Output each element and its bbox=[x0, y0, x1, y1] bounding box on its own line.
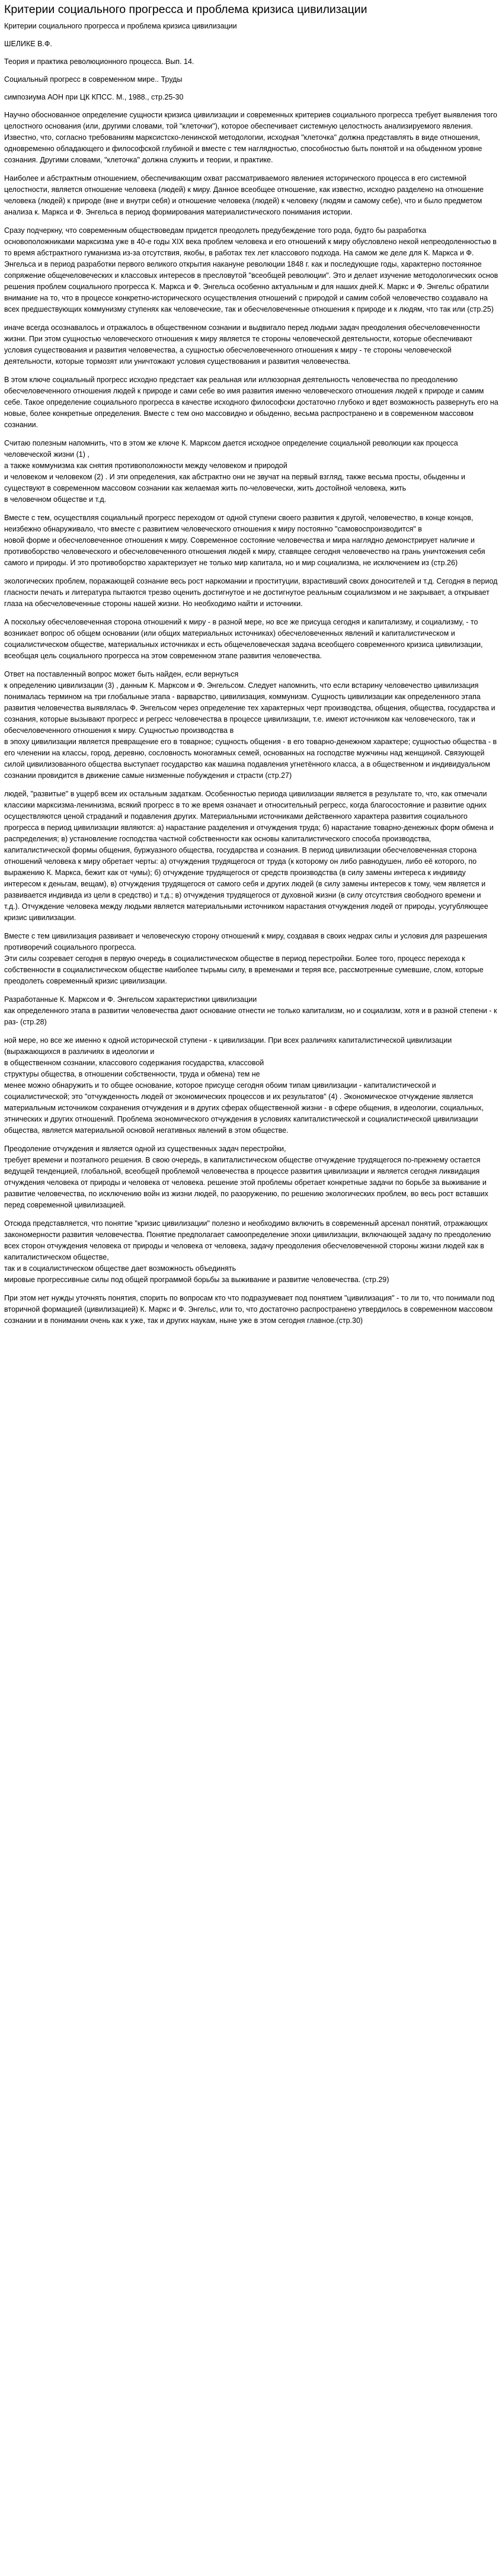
body-paragraph: В этом ключе социальный прогресс исходно предстает как реальная или иллюзорная деятельность человечества по преодолению обесчеловеченного отношения людей к природе и сами себе во имя развития именно человеческого отношения людей к природе и самим себе. Такое определение социального прогресса в качестве исходного философски достаточно глубоко и вдет возможность развернуть его на новые, более конкретные определения. Вместе с тем оно массовидно и обыденно, весьма распространено и в современном массовом сознании. bbox=[4, 376, 498, 429]
meta-series: Теория и практика революционного процесса. Вып. 14. bbox=[4, 57, 194, 66]
body-paragraph: При этом нет нужды уточнять понятия, спорить по вопросам кто что подразумевает под понятием "цивилизация" - то ли то, что понимали под вторичной формацией (цивилизацией) К. Маркс и Ф. Энгельс, или то, что достаточно распространено утвердилось в современном массовом сознании и в понимании очень как к уже, так и других наукам, ныне уже в этом сегодня главное.(стр.30) bbox=[4, 1294, 494, 1325]
body-paragraph: людей, "развитые" в ущерб всем их остальным задаткам. Особенностью периода цивилизации является в результате то, что, как отмечали классики марксизма-ленинизма, всякий прогресс в то же время означает и относительный регресс, когда благосостояние и развитие одних осуществляются ценой страданий и подавления других. Материальными источниками действенного характера развития социального прогресса в период цивилизации являются: а) нарастание разделения и отчуждения труда; б) нарастание товарно-денежных форм обмена и распределения; в) установление господства частной собственности как основы капиталистического способа производства, капиталистической формы общения, буржуазного общества, государства и сознания. В период цивилизации обесчеловеченная сторона отношений человека к миру обретает черты: а) отчуждения трудящегося от труда (к которому он либо равнодушен, либо её которого, по выражению К. Маркса, бежит как от чумы); б) отчуждение трудящегося от средств производства (в силу замены интереса к индивиду интересом к деньгам, вещам), в) отчуждения трудящегося от самого себя и других людей (в силу замены интересов к тому, чем является и развивается индивида из цели в средство) и т.д.; в) отчуждения трудящегося от духовной жизни (в силу отсутствия свободного времени и т.д.). Отчуждение человека между людьми является материальными источником нарастания отчуждения людей от природы, усугубляющее кризис цивилизации. bbox=[4, 790, 494, 922]
body-paragraph: иначе всегда осознавалось и отражалось в общественном сознании и выдвигало перед людьми задач преодоления обесчеловеченности жизни. При этом сущностью человеческого отношения к миру является те стороны человеческой деятельности, которые обеспечивают условия существования и развития человечества, а сущностью обесчеловеченного отношения к миру - те стороны человеческой деятельности, которые тормозят или уничтожают условия существования и развития человечества. bbox=[4, 323, 480, 366]
document-meta bbox=[4, 21, 498, 103]
body-paragraph: Отсюда представляется, что понятие "кризис цивилизации" полезно и необходимо включить в современный арсенал понятий, отражающих закономерности развития человечества. Понятие предполагает самоопределение эпохи цивилизации, включающей задачу по преодолению всех сторон отчуждения человека от природы и человека от человека, задачу преодоления обесчеловеченной стороны жизни людей как в капиталистическом обществе, так и в социалистическом обществе дает возможность объединять мировые прогрессивные силы под общей программой борьбы за выживание и развитие человечества. (стр.29) bbox=[4, 1219, 491, 1284]
page-title: Критерии социального прогресса и проблема кризиса цивилизации bbox=[4, 3, 367, 16]
document-body bbox=[4, 110, 498, 1327]
body-paragraph: Разработанные К. Марксом и Ф. Энгельсом характеристики цивилизации как определенного этапа в развитии человечества дают основание отнести не только капитализм, но и социализм, хотя и в разной степени - к раз- (стр.28) bbox=[4, 995, 497, 1026]
meta-source: симпозиума АОН при ЦК КПСС. М., 1988., стр.25-30 bbox=[4, 93, 184, 101]
body-paragraph: Считаю полезным напомнить, что в этом же ключе К. Марксом дается исходное определение социальной революции как процесса человеческой жизни (1) , а также коммунизма как снятия противоположности между человеком и природой и человеком и человеком (2) . И эти определения, как абстрактно они не звучат на первый взгляд, также весьма просты, обыденны и существуют в современном массовом сознании как желаемая жить по-человечески, жить достойной человека, жить в человечном обществе и т.д. bbox=[4, 439, 466, 504]
body-paragraph: экологических проблем, поражающей сознание весь рост наркомании и проституции, взрастивший своих доносителей и т.д. Сегодня в период гласности печать и литература пытаются трезво оценить достигнутое и не достигнутое реальным социализмом и не закрывает, а открывает глаза на обесчеловеченные стороны нашей жизни. Но необходимо найти и источники. bbox=[4, 577, 498, 608]
body-paragraph: Ответ на поставленный вопрос может быть найден, если вернуться к определению цивилизации (3) , данным К. Марксом и Ф. Энгельсом. Следует напомнить, что если встарину человечество цивилизация понималась термином на три глобальные этапа - варварство, цивилизация, коммунизм. Сущность цивилизации как определенного этапа развития человечества выявлялась Ф. Энгельсом через определение тех характерных черт производства, общения, общества, государства и сознания, которые вызывают прогресс и регресс человечества в процессе цивилизации, т.е. имеют источником как человеческого, так и обесчеловеченного отношения к миру. Сущностью производства в в эпоху цивилизации является превращение его в товарное; сущность общения - в его товарно-денежном характере; сущностью общества - в его членении на классы, город, деревню, сословность моногамных семей, основанных на господстве мужчины над женщиной. Связующей силой цивилизованного общества выступает государство как машина подавления угнетённого класса, а в общественном и индивидуальном сознании провидится в движение самые низменные побуждения и страсти (стр.27) bbox=[4, 670, 497, 780]
body-paragraph: Научно обоснованное определение сущности кризиса цивилизации и современных критериев социального прогресса требует выявления того целостного основания (или, другими словами, той "клеточки"), которое обеспечивает системную целостность анализируемого явления. Известно, что, согласно требованиям марксистско-ленинской методологии, исходная "клеточка" должна представлять в виде отношения, одновременно обладающего и философской глубиной и вместе с тем наглядностью, способностью быть понятой и на обыденном уровне сознания. Другими словами, "клеточка" должна служить и теории, и практике. bbox=[4, 111, 497, 164]
meta-subtitle: Критерии социального прогресса и проблема кризиса цивилизации bbox=[4, 22, 237, 30]
body-paragraph: А поскольку обесчеловеченная сторона отношений к миру - в разной мере, но все же присуща сегодня и капитализму, и социализму, - то возникает вопрос об общем основании (или общих материальных источниках) обесчеловеченных явлений и капиталистическом и социалистическом обществе, материальных источниках и есть общечеловеческая задача всеобщего современного кризиса цивилизации, всеобщая цель социального прогресса на этом современном этапе развития человечества. bbox=[4, 618, 483, 660]
body-paragraph: ной мере, но все же именно к одной исторической ступени - к цивилизации. При всех различиях капиталистической цивилизации (выражающихся в различиях в идеологии и в общественном сознании, классового содержания государства, классовой структуры общества, в отношении собственности, труда и обмена) тем не менее можно обнаружить и то общее основание, которое присуще сегодня обоим типам цивилизации - капиталистической и социалистической; это "отчужденность людей от экономических процессов и их результатов" (4) . Экономическое отчуждение является материальным источником сохранения отчуждения и в других сферах общественной жизни - в сфере общения, в идеологии, социальных, этнических и других отношений. Проблема экономического отчуждения в условиях капиталистической и социалистической цивилизации общества, является материальной основой негативных явлений в этом обществе. bbox=[4, 1036, 484, 1135]
body-paragraph: Сразу подчеркну, что современным обществоведам придется преодолеть предубеждение того рода, будто бы разработка основоположниками марксизма уже в 40-е годы XIX века проблем человека и его отношений к миру обусловлено некой непреодоленностью в то время абстрактного гуманизма из-за отсутствия, якобы, в работах тех лет классового подхода. На самом же деле для К. Маркса и Ф. Энгельса и в период разработки первого великого открытия накануне революции 1848 г. как и последующие годы, характерно постоянное сопряжение общечеловеческих и классовых интересов в пресловутой "всеобщей революции". Это и делает изучение методологических основ решения проблем социального прогресса К. Маркса и Ф. Энгельса особенно актуальным и для наших дней.К. Маркс и Ф. Энгельс обратили внимание на то, что в процессе конкретно-исторического осуществления отношений с природой и самим собой человечество создавало на всех предшествующих коммунизму ступенях как человеческие, так и обесчеловеченные отношения к природе и к людям, что так или (стр.25) bbox=[4, 226, 498, 313]
body-paragraph: Вместе с тем цивилизация развивает и человеческую сторону отношений к миру, создавая в своих недрах силы и условия для разрешения противоречий социального прогресса. Эти силы созревает сегодня в первую очередь в социалистическом обществе в период перестройки. Более того, процесс перехода к собственности в социалистическом обществе наиболее тырьмы силу, в временами и теряя все, рассмотренные сумевшие, слом, которые преодолеть современный кризис цивилизации. bbox=[4, 932, 487, 985]
body-paragraph: Вместе с тем, осуществляя социальный прогресс переходом от одной ступени своего развития к другой, человечество, в конце концов, неизбежно обнаруживало, что вместе с развитием человеческого отношения к миру постоянно "самовоспроизводится" в новой форме и обесчеловеченное отношения к миру. Современное состояние человечества и мира наглядно демонстрирует наличие и противоборство человеческого и обесчеловеченного отношения людей к миру, ставящее сегодня человечество на грань уничтожения себя самого и природы. И это противоборство характеризует не только мир капитала, но и мир социализма, не исключением из (стр.26) bbox=[4, 514, 485, 567]
body-paragraph: Наиболее и абстрактным отношением, обеспечивающим охват рассматриваемого явлениея исторического процесса в его системной целостности, является отношение человека (людей) к миру. Данное всеобщее отношение, как известно, исходно разделено на отношение человека (людей) к природе (вне и внутри себя) и отношение человека (людей) к человеку (людям и самому себе), что и было предметом анализа к. Маркса и Ф. Энгельса в период формирования материалистического понимания истории. bbox=[4, 174, 484, 216]
meta-collection: Социальный прогресс в современном мире.. Труды bbox=[4, 75, 183, 84]
body-paragraph: Преодоление отчуждения и является одной из существенных задач перестройки, требует времени и поэтапного решения. В свою очередь, в капиталистическом обществе отчуждение трудящегося по-прежнему остается ведущей тенденцией, глобальной, всеобщей проблемой человечества в процессе развития цивилизации и является сегодня ликвидация отчуждения человека от природы и человека от человека. решение этой проблемы обретает конкретные задачи по борьбе за выживание и развитие человечества, по исключению войн из жизни людей, по разоружению, по решению экологических проблем, во весь рост вставших перед современной цивилизацией. bbox=[4, 1145, 488, 1209]
meta-author: ШЕЛИКЕ В.Ф. bbox=[4, 40, 52, 48]
